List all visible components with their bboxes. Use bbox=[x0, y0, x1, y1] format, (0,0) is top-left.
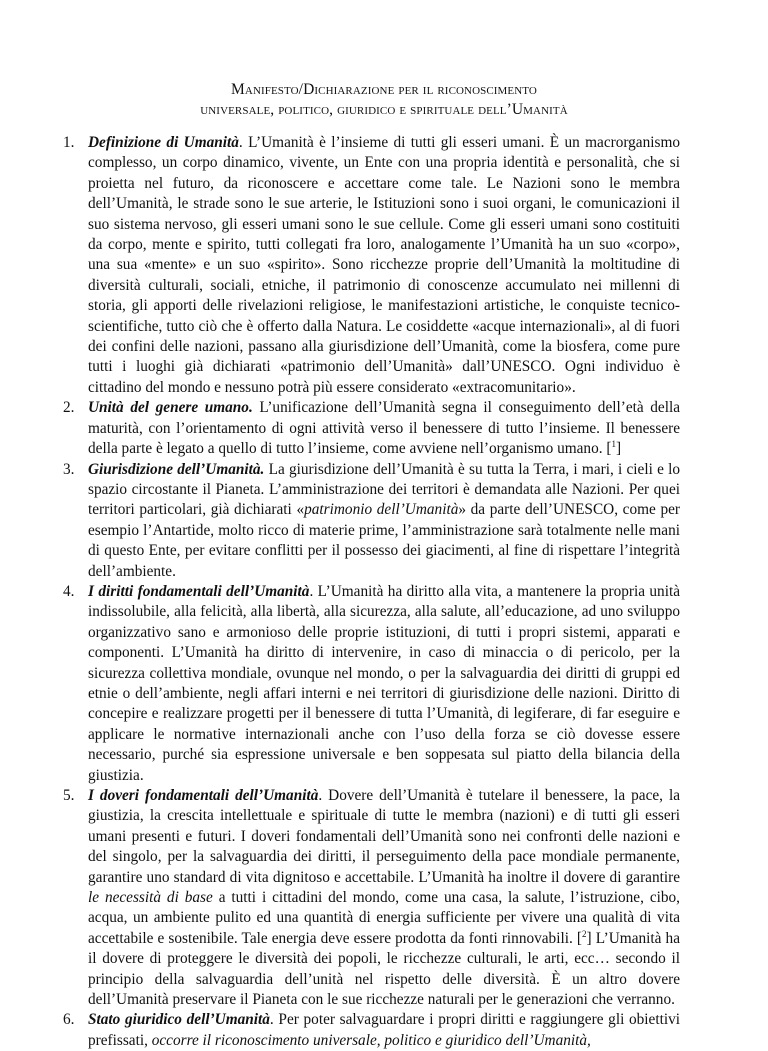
article-heading: Definizione di Umanità bbox=[88, 134, 239, 151]
article-text-italic: le necessità di base bbox=[88, 889, 213, 907]
article-text-after: ] bbox=[615, 440, 622, 458]
document-title-line-1: Manifesto/Dichiarazione per il riconoscimento bbox=[231, 81, 537, 98]
article-number: 5. bbox=[63, 787, 75, 804]
article-2 bbox=[63, 398, 681, 459]
article-6 bbox=[63, 1010, 680, 1051]
article-text: . Per poter salvaguardare i propri diritti e raggiungere gli obiettivi prefissati, bbox=[88, 1011, 680, 1049]
article-heading: I diritti fondamentali dell’Umanità bbox=[88, 582, 310, 600]
article-1 bbox=[63, 133, 680, 398]
article-3 bbox=[63, 460, 681, 582]
article-number: 2. bbox=[63, 399, 75, 417]
footnote-ref[interactable]: 1 bbox=[611, 439, 616, 450]
article-text-after: a tutti i cittadini del mondo, come una casa, la salute, l’istruzione, cibo, acqua, un ambiente pulito ed una quantità di energia sufficiente per vivere una qualità di vita accettabile e sostenibile. Tale energia deve essere prodotta da fonti rinnovabili. [ bbox=[88, 889, 680, 947]
article-text: La giurisdizione dell’Umanità è su tutta la Terra, i mari, i cieli e lo spazio circostante il Pianeta. L’amministrazione dei territori è demandata alle Nazioni. Per quei territori particolari, già dichiarati « bbox=[88, 460, 681, 519]
article-text: L’unificazione dell’Umanità segna il conseguimento dell’età della maturità, con l’orientamento di ogni attività verso il benessere di tutto l’insieme. Il benessere della parte è legato a quello di tutto l’insieme, come avviene nell’organismo umano. [ bbox=[88, 399, 681, 458]
footnote-ref[interactable]: 2 bbox=[582, 928, 587, 939]
article-5 bbox=[63, 786, 680, 1010]
article-number: 4. bbox=[63, 582, 75, 600]
article-4 bbox=[63, 582, 680, 786]
article-heading: Stato giuridico dell’Umanità bbox=[88, 1011, 270, 1029]
article-text: . Dovere dell’Umanità è tutelare il benessere, la pace, la giustizia, la crescita intellettuale e spirituale di tutte le membra (nazioni) e di tutti gli esseri umani presenti e futuri. I doveri fondamentali dell’Umanità sono nei confronti delle nazioni e del singolo, per la salvaguardia dei diritti, il perseguimento della pace mondiale permanente, garantire uno standard di vita dignitoso e accettabile. L’Umanità ha inoltre il dovere di garantire bbox=[88, 787, 680, 886]
articles-list bbox=[63, 133, 681, 1051]
article-text: . L’Umanità è l’insieme di tutti gli esseri umani. È un macrorganismo complesso, un corpo dinamico, vivente, un Ente con una propria identità e personalità, che si proietta nel futuro, da riconoscere e accettare come tale. Le Nazioni sono le membra dell’Umanità, le strade sono le sue arterie, le Istituzioni sono i suoi organi, le comunicazioni il suo sistema nervoso, gli esseri umani sono le sue cellule. Come gli esseri umani sono costituiti da corpo, mente e spirito, tutti collegati fra loro, analogamente l’Umanità ha un suo «corpo», una sua «mente» e un suo «spirito». Sono ricchezze proprie dell’Umanità la moltitudine di diversità culturali, sociali, etniche, il patrimonio di conoscenze accumulato nei millenni di storia, gli apporti delle rivelazioni religiose, le manifestazioni artistiche, le conquiste tecnico-scientifiche, tutto ciò che è offerto dalla Natura. Le cosiddette «acque internazionali», al di fuori dei confini delle nazioni, passano alla giurisdizione dell’Umanità, come la biosfera, come pure tutti i luoghi già dichiarati «patrimonio dell’Umanità» dall’UNESCO. Ogni individuo è cittadino del mondo e nessuno potrà più essere considerato «extracomunitario». bbox=[88, 134, 680, 396]
article-text: . L’Umanità ha diritto alla vita, a mantenere la propria unità indissolubile, alla felicità, alla libertà, alla sicurezza, alla salute, all’educazione, ad uno sviluppo organizzativo sano e armonioso delle proprie istituzioni, di tutti i propri sistemi, apparati e componenti. L’Umanità ha diritto di intervenire, in caso di minaccia o di pericolo, per la sicurezza collettiva mondiale, ovunque nel mondo, o per la salvaguardia dei diritti di gruppi ed etnie o dell’ambiente, negli affari interni e nei territori di giurisdizione delle nazioni. Diritto di concepire e realizzare progetti per il benessere di tutta l’Umanità, di legiferare, di far eseguire e applicare le normative internazionali anche con l’uso della forza se ciò dovesse essere necessario, purché sia espressione universale e ben soppesata sul piatto della bilancia della giustizia. bbox=[88, 582, 680, 784]
article-text-italic: patrimonio dell’Umanità bbox=[304, 501, 459, 519]
article-heading: Giurisdizione dell’Umanità. bbox=[88, 460, 265, 478]
article-text-after: » da parte dell’UNESCO, come per esempio l’Antartide, molto ricco di materie prime, l’amministrazione sarà totalmente nelle mani di questo Ente, per evitare conflitti per il possesso dei giacimenti, al fine di rispettare l’integrità dell’ambiente. bbox=[88, 501, 680, 580]
article-number: 1. bbox=[63, 134, 75, 151]
article-heading: Unità del genere umano. bbox=[88, 399, 253, 417]
article-number: 3. bbox=[63, 460, 75, 478]
article-text-end: ] L’Umanità ha il dovere di proteggere le diversità dei popoli, le ricchezze culturali, le arti, ecc… secondo il principio della salvaguardia dell’unità nel rispetto delle diversità. È un altro dovere dell’Umanità preservare il Pianeta con le sue ricchezze naturali per le generazioni che verranno. bbox=[88, 929, 680, 1009]
article-text-italic: occorre il riconoscimento universale, politico e giuridico dell’Umanità, bbox=[151, 1031, 591, 1049]
article-heading: I doveri fondamentali dell’Umanità bbox=[88, 787, 319, 804]
article-number: 6. bbox=[63, 1011, 75, 1029]
document-title-line-2: universale, politico, giuridico e spirituale dell’Umanità bbox=[200, 101, 568, 118]
